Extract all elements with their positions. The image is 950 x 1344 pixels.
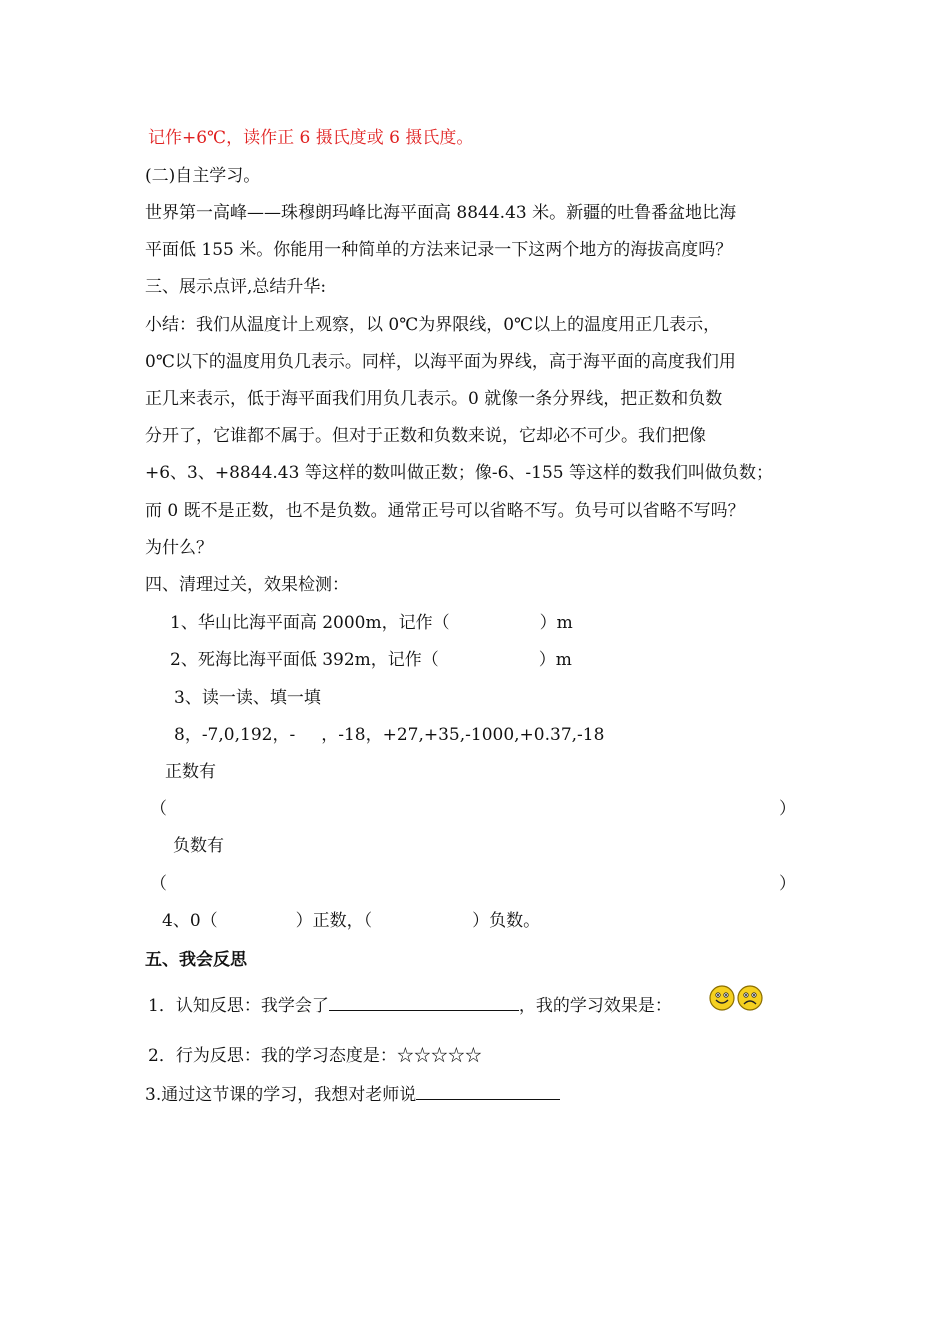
feedback-faces bbox=[708, 984, 766, 1012]
reflection-blank-1[interactable] bbox=[329, 992, 519, 1011]
paragraph-line: 小结：我们从温度计上观察，以 0℃为界限线，0℃以上的温度用正几表示， bbox=[145, 315, 721, 335]
smiley-face-icon[interactable] bbox=[710, 986, 734, 1010]
question-2: 2、死海比海平面低 392m，记作（ ）m bbox=[170, 650, 572, 670]
paragraph-line: +6、3、+8844.43 等这样的数叫做正数；像-6、-155 等这样的数我们叫做负数； bbox=[145, 463, 773, 483]
section-heading-reflection: 五、我会反思 bbox=[145, 950, 247, 970]
paragraph-line: 为什么？ bbox=[145, 538, 213, 558]
positive-label: 正数有 bbox=[165, 762, 216, 782]
section-heading-exercises: 四、清理过关，效果检测： bbox=[145, 575, 349, 595]
number-list: 8，-7,0,192，- ，-18，+27,+35,-1000,+0.37,-18 bbox=[174, 725, 605, 745]
question-1: 1、华山比海平面高 2000m，记作（ ）m bbox=[170, 613, 573, 633]
section-heading-review: 三、展示点评,总结升华: bbox=[145, 277, 327, 297]
paragraph-line: 平面低 155 米。你能用一种简单的方法来记录一下这两个地方的海拔高度吗？ bbox=[145, 240, 733, 260]
negative-label: 负数有 bbox=[173, 836, 224, 856]
positive-answer-field[interactable]: （ ） bbox=[150, 799, 796, 819]
reflection-blank-3[interactable] bbox=[416, 1081, 560, 1100]
paragraph-line: 而 0 既不是正数，也不是负数。通常正号可以省略不写。负号可以省略不写吗？ bbox=[145, 501, 745, 521]
sad-face-icon[interactable] bbox=[738, 986, 762, 1010]
negative-answer-field[interactable]: （ ） bbox=[150, 874, 796, 894]
paragraph-line: 世界第一高峰——珠穆朗玛峰比海平面高 8844.43 米。新疆的吐鲁番盆地比海 bbox=[145, 203, 737, 223]
section-heading-self-study: (二)自主学习。 bbox=[145, 166, 261, 186]
paragraph-line: 分开了，它谁都不属于。但对于正数和负数来说，它却必不可少。我们把像 bbox=[145, 426, 706, 446]
reflection-2: 2．行为反思：我的学习态度是：☆☆☆☆☆ bbox=[148, 1046, 482, 1066]
question-4: 4、0（ ）正数，（ ）负数。 bbox=[162, 911, 541, 931]
reflection-1: 1．认知反思：我学会了 ，我的学习效果是： bbox=[148, 992, 672, 1018]
paragraph-line: 正几来表示，低于海平面我们用负几表示。0 就像一条分界线，把正数和负数 bbox=[145, 389, 723, 409]
question-3: 3、读一读、填一填 bbox=[174, 688, 321, 708]
paragraph-line: 0℃以下的温度用负几表示。同样，以海平面为界线，高于海平面的高度我们用 bbox=[145, 352, 736, 372]
reflection-3: 3.通过这节课的学习，我想对老师说 bbox=[145, 1081, 560, 1107]
red-note-line: 记作+6℃，读作正 6 摄氏度或 6 摄氏度。 bbox=[148, 128, 474, 148]
